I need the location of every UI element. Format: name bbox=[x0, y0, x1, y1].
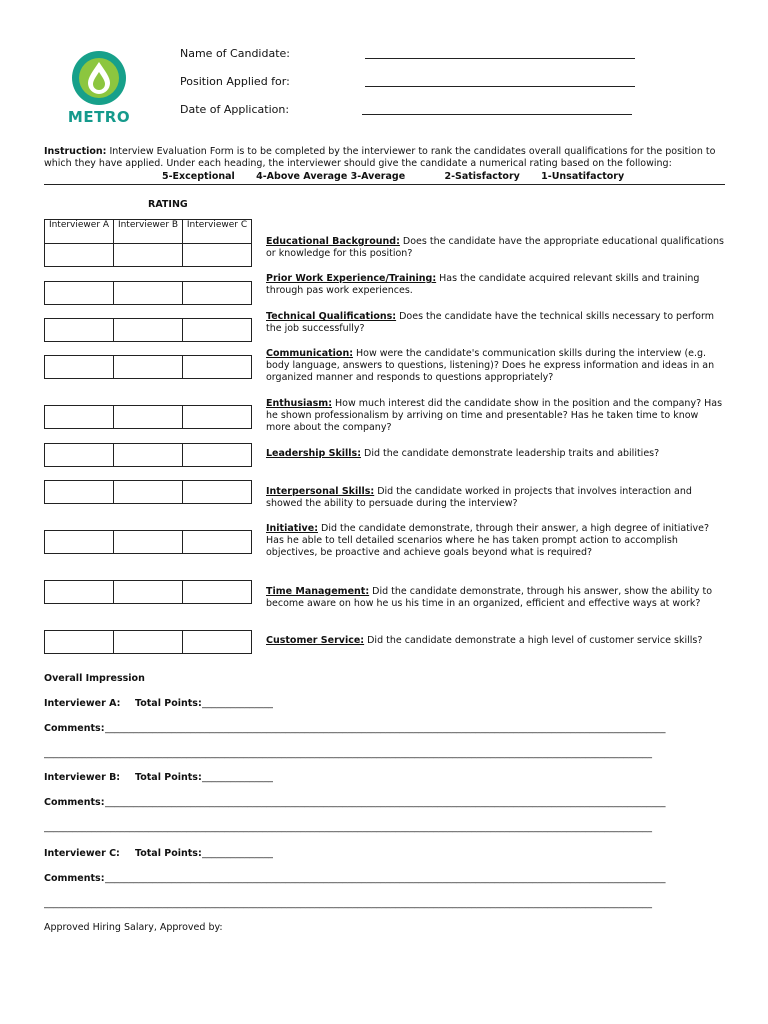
total-points-label: Total Points: bbox=[135, 848, 202, 859]
interviewer-a-points-field[interactable]: _______________ bbox=[202, 698, 274, 709]
rating-cell-c[interactable] bbox=[183, 406, 252, 429]
interviewer-a-comments-field[interactable]: ______________________________________________________________________________________________________________________ bbox=[105, 723, 666, 734]
logo-text: METRO bbox=[67, 108, 131, 126]
criterion-customer-service bbox=[266, 635, 724, 647]
rating-row bbox=[44, 318, 252, 342]
rating-cell-a[interactable] bbox=[45, 406, 114, 429]
criterion-initiative bbox=[266, 523, 724, 559]
scale-item: 4-Above Average 3-Average bbox=[256, 171, 406, 182]
rating-cell-b[interactable] bbox=[114, 282, 183, 305]
metro-logo-icon bbox=[64, 50, 134, 106]
criterion-title: Initiative: bbox=[266, 523, 318, 534]
comments-label: Comments: bbox=[44, 723, 105, 734]
rating-cell-b[interactable] bbox=[114, 581, 183, 604]
rating-cell-c[interactable] bbox=[183, 282, 252, 305]
criterion-text: How were the candidate's communication skills during the interview (e.g. body language, answers to questions, listening)? Does he express information and ideas in an organized manner and responds to questions appropriately? bbox=[266, 348, 715, 383]
interviewer-c-points-field[interactable]: _______________ bbox=[202, 848, 274, 859]
interviewer-c-label: Interviewer C: bbox=[44, 848, 120, 859]
interviewer-b-comments-field[interactable]: ______________________________________________________________________________________________________________________ bbox=[105, 797, 666, 808]
rating-row bbox=[44, 630, 252, 654]
criterion-enthusiasm bbox=[266, 398, 724, 434]
position-applied-label: Position Applied for: bbox=[180, 75, 290, 88]
scale-item: 5-Exceptional bbox=[162, 171, 235, 182]
criterion-text: Does the candidate have the appropriate educational qualifications or knowledge for this position? bbox=[266, 236, 724, 259]
rating-cell-b[interactable] bbox=[114, 319, 183, 342]
criterion-title: Time Management: bbox=[266, 586, 370, 597]
position-applied-field[interactable] bbox=[365, 86, 635, 87]
application-date-field[interactable] bbox=[362, 114, 632, 115]
rating-cell-c[interactable] bbox=[183, 319, 252, 342]
scale-item: 2-Satisfactory bbox=[444, 171, 520, 182]
candidate-name-label: Name of Candidate: bbox=[180, 47, 290, 60]
interviewer-b-comments-line[interactable]: ________________________________________________________________________________________________________________________________ bbox=[44, 822, 652, 833]
rating-cell-c[interactable] bbox=[183, 356, 252, 379]
criterion-title: Educational Background: bbox=[266, 236, 400, 247]
criterion-title: Customer Service: bbox=[266, 635, 365, 646]
criterion-text: Has the candidate acquired relevant skills and training through pas work experiences. bbox=[266, 273, 700, 296]
instruction-text bbox=[44, 146, 734, 170]
criterion-leadership-skills bbox=[266, 448, 724, 460]
comments-label: Comments: bbox=[44, 873, 105, 884]
rating-cell-a[interactable] bbox=[45, 282, 114, 305]
instruction-lead: Instruction: bbox=[44, 146, 107, 157]
rating-cell-b[interactable] bbox=[114, 406, 183, 429]
rating-cell-c[interactable] bbox=[183, 631, 252, 654]
rating-cell-b[interactable] bbox=[114, 356, 183, 379]
rating-cell-a[interactable] bbox=[45, 444, 114, 467]
rating-cell-c[interactable] bbox=[183, 531, 252, 554]
rating-cell-b[interactable] bbox=[114, 444, 183, 467]
rating-scale bbox=[162, 171, 642, 182]
rating-cell-b[interactable] bbox=[114, 244, 183, 267]
criterion-communication bbox=[266, 348, 724, 384]
rating-cell-a[interactable] bbox=[45, 631, 114, 654]
interviewer-c-comments-line[interactable]: ________________________________________________________________________________________________________________________________ bbox=[44, 898, 652, 909]
rating-cell-c[interactable] bbox=[183, 244, 252, 267]
rating-row bbox=[44, 443, 252, 467]
rating-row bbox=[44, 480, 252, 504]
rating-row bbox=[44, 281, 252, 305]
criterion-technical-qualifications bbox=[266, 311, 724, 335]
criterion-text: Did the candidate worked in projects that involves interaction and showed the ability to persuade during the interview? bbox=[266, 486, 692, 509]
rating-cell-b[interactable] bbox=[114, 531, 183, 554]
interviewer-a-comments-line[interactable]: ________________________________________________________________________________________________________________________________ bbox=[44, 748, 652, 759]
rating-cell-a[interactable] bbox=[45, 319, 114, 342]
rating-row bbox=[44, 405, 252, 429]
metro-logo bbox=[64, 50, 134, 130]
criterion-prior-work-experience bbox=[266, 273, 724, 297]
criterion-text: Did the candidate demonstrate a high level of customer service skills? bbox=[364, 635, 703, 646]
approved-hiring-salary-label: Approved Hiring Salary, Approved by: bbox=[44, 922, 223, 933]
divider bbox=[44, 184, 725, 185]
comments-label: Comments: bbox=[44, 797, 105, 808]
interviewer-c-comments-field[interactable]: ______________________________________________________________________________________________________________________ bbox=[105, 873, 666, 884]
column-header-interviewer-a: Interviewer A bbox=[45, 220, 114, 244]
rating-cell-c[interactable] bbox=[183, 444, 252, 467]
rating-cell-c[interactable] bbox=[183, 481, 252, 504]
criterion-interpersonal-skills bbox=[266, 486, 724, 510]
criterion-time-management bbox=[266, 586, 724, 610]
criterion-text: Does the candidate have the technical skills necessary to perform the job successfully? bbox=[266, 311, 714, 334]
candidate-name-field[interactable] bbox=[365, 58, 635, 59]
criterion-text: Did the candidate demonstrate, through their answer, a high degree of initiative? Has he able to tell detailed scenarios where he has taken prompt action to accomplish objectives, be proactive and achieve goals beyond what is required? bbox=[266, 523, 710, 558]
overall-impression-title: Overall Impression bbox=[44, 673, 145, 684]
criterion-title: Interpersonal Skills: bbox=[266, 486, 375, 497]
rating-cell-c[interactable] bbox=[183, 581, 252, 604]
criterion-title: Communication: bbox=[266, 348, 354, 359]
total-points-label: Total Points: bbox=[135, 698, 202, 709]
rating-cell-b[interactable] bbox=[114, 631, 183, 654]
criterion-text: Did the candidate demonstrate, through his answer, show the ability to become aware on how he us his time in an organized, efficient and effective ways at work? bbox=[266, 586, 713, 609]
rating-cell-a[interactable] bbox=[45, 581, 114, 604]
interviewer-a-label: Interviewer A: bbox=[44, 698, 121, 709]
rating-grid-header bbox=[44, 219, 252, 267]
criterion-title: Enthusiasm: bbox=[266, 398, 332, 409]
criterion-title: Leadership Skills: bbox=[266, 448, 361, 459]
column-header-interviewer-c: Interviewer C bbox=[183, 220, 252, 244]
criterion-title: Prior Work Experience/Training: bbox=[266, 273, 437, 284]
rating-title: RATING bbox=[148, 199, 188, 210]
column-header-interviewer-b: Interviewer B bbox=[114, 220, 183, 244]
rating-cell-a[interactable] bbox=[45, 481, 114, 504]
rating-row bbox=[44, 580, 252, 604]
rating-row bbox=[44, 355, 252, 379]
criterion-text: How much interest did the candidate show in the position and the company? Has he shown professionalism by arriving on time and presentable? Has he taken time to know more about the company? bbox=[266, 398, 723, 433]
interviewer-b-label: Interviewer B: bbox=[44, 772, 121, 783]
instruction-body: Interview Evaluation Form is to be completed by the interviewer to rank the candidates overall qualifications for the position to which they have applied. Under each heading, the interviewer should give the candidate a numerical rating based on the following: bbox=[44, 146, 716, 169]
interviewer-b-points-field[interactable]: _______________ bbox=[202, 772, 274, 783]
criterion-educational-background bbox=[266, 236, 724, 260]
rating-cell-a[interactable] bbox=[45, 356, 114, 379]
criterion-title: Technical Qualifications: bbox=[266, 311, 397, 322]
scale-item: 1-Unsatifactory bbox=[541, 171, 625, 182]
rating-row bbox=[44, 530, 252, 554]
rating-cell-a[interactable] bbox=[45, 531, 114, 554]
rating-cell-a[interactable] bbox=[45, 244, 114, 267]
application-date-label: Date of Application: bbox=[180, 103, 290, 116]
rating-cell-b[interactable] bbox=[114, 481, 183, 504]
criterion-text: Did the candidate demonstrate leadership traits and abilities? bbox=[361, 448, 660, 459]
total-points-label: Total Points: bbox=[135, 772, 202, 783]
